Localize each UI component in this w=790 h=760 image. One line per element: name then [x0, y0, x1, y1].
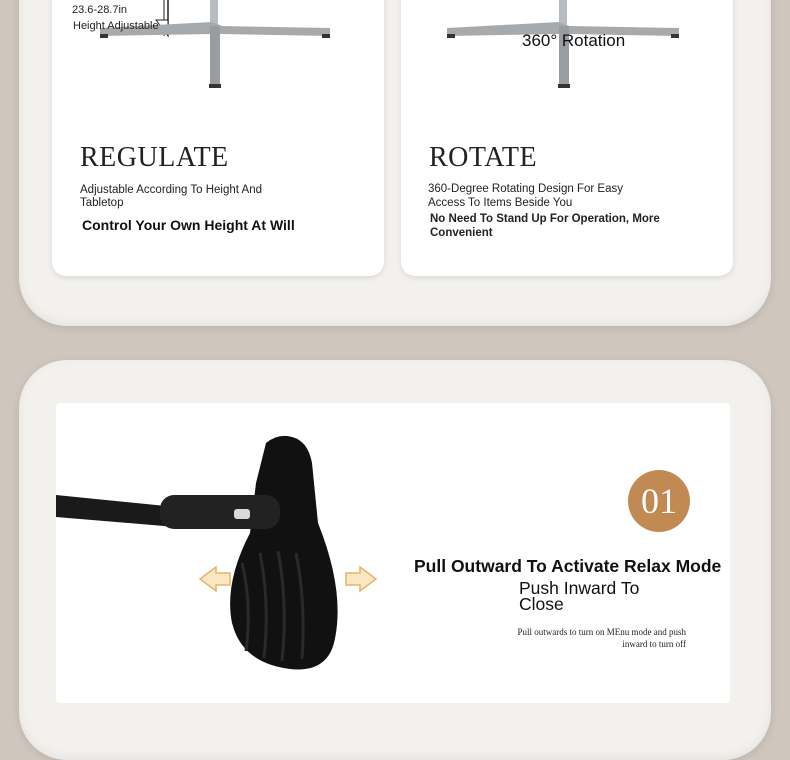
- regulate-card: [52, 0, 384, 276]
- step-number-badge: 01: [628, 470, 690, 532]
- relax-lever-illustration: [56, 403, 730, 703]
- rotating-base-illustration: [401, 0, 733, 140]
- regulate-tagline: Control Your Own Height At Will: [82, 217, 295, 233]
- rotate-heading: ROTATE: [429, 142, 538, 173]
- feature-subline: Push Inward To Close: [519, 578, 640, 614]
- regulate-description: Adjustable According To Height And Tabletop: [80, 184, 262, 209]
- feature-note: Pull outwards to turn on MEnu mode and push inward to turn off: [517, 627, 686, 649]
- feature-headline: Pull Outward To Activate Relax Mode: [414, 556, 722, 576]
- regulate-heading: REGULATE: [80, 142, 229, 173]
- height-range-label: 23.6-28.7in: [72, 4, 128, 16]
- rotate-card: [401, 0, 733, 276]
- height-adjustable-label: Height Adjustable: [73, 20, 159, 32]
- relax-mode-card: [56, 403, 730, 703]
- rotate-tagline: No Need To Stand Up For Operation, More Convenient: [430, 213, 660, 239]
- rotate-description: 360-Degree Rotating Design For Easy Access To Items Beside You: [428, 183, 623, 209]
- rotation-label: 360° Rotation: [522, 31, 626, 50]
